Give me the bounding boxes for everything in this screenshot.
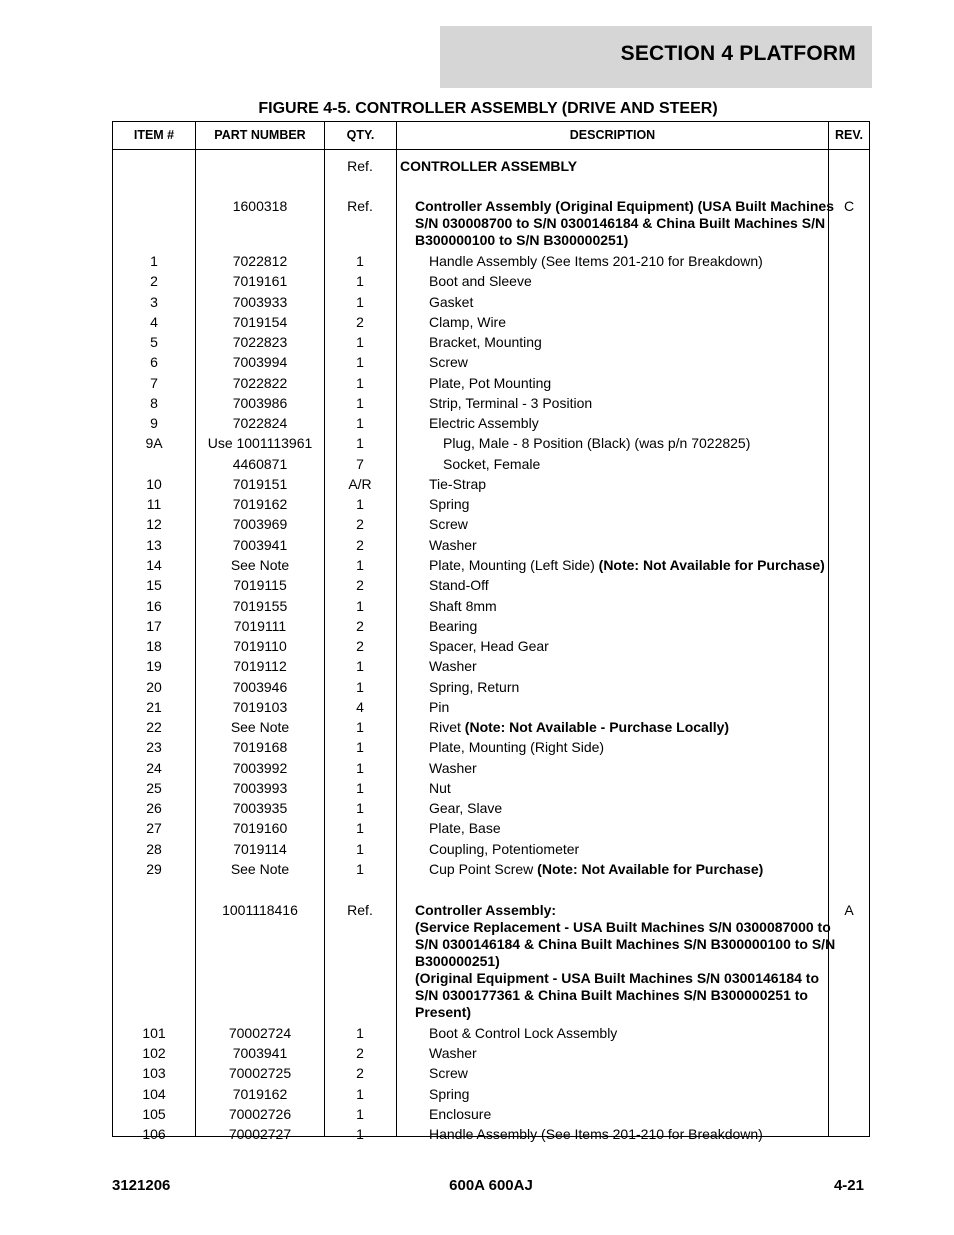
item-number: 105 xyxy=(142,1106,166,1122)
description-text: Rivet xyxy=(429,719,465,735)
footer-model: 600A 600AJ xyxy=(449,1177,533,1194)
item-number: 7 xyxy=(150,375,158,391)
description xyxy=(397,496,857,513)
header-divider xyxy=(113,149,869,150)
description xyxy=(397,699,857,716)
description-text: (Original Equipment - USA Built Machines S/N 0300146184 to S/N 0300177361 & China Built Machines S/N B300000251 to Present) xyxy=(415,970,820,1020)
section-title: SECTION 4 PLATFORM xyxy=(620,42,856,65)
part-number: 7019151 xyxy=(232,476,288,492)
part-number: 7019111 xyxy=(233,618,287,634)
part-number: 70002726 xyxy=(228,1106,292,1122)
description-text: Spring, Return xyxy=(429,679,520,695)
description-text: Boot and Sleeve xyxy=(429,273,532,289)
item-number: 101 xyxy=(142,1025,166,1041)
description xyxy=(397,1086,857,1103)
item-number: 13 xyxy=(146,537,162,553)
quantity: 1 xyxy=(356,679,364,695)
description-text: Handle Assembly (See Items 201-210 for Breakdown) xyxy=(429,253,763,269)
quantity: 2 xyxy=(356,314,364,330)
page-footer xyxy=(112,1177,870,1197)
part-number: 7003935 xyxy=(232,800,288,816)
revision: A xyxy=(844,902,854,918)
part-number: 7019162 xyxy=(232,496,288,512)
item-number: 19 xyxy=(146,658,162,674)
description xyxy=(397,273,857,290)
item-number: 106 xyxy=(142,1126,166,1142)
item-number: 9 xyxy=(150,415,158,431)
quantity: 2 xyxy=(356,1065,364,1081)
description-text: (Note: Not Available for Purchase) xyxy=(598,557,825,573)
description-text: Washer xyxy=(429,760,477,776)
description xyxy=(397,537,857,554)
description-text: Spring xyxy=(429,1086,470,1102)
item-number: 103 xyxy=(142,1065,166,1081)
description xyxy=(397,760,857,777)
description-text: Handle Assembly (See Items 201-210 for Breakdown) xyxy=(429,1126,763,1142)
item-number: 14 xyxy=(146,557,162,573)
quantity: 1 xyxy=(356,780,364,796)
part-number: 7003986 xyxy=(232,395,288,411)
item-number: 104 xyxy=(142,1086,166,1102)
part-number: See Note xyxy=(230,557,290,573)
part-number: 7022812 xyxy=(232,253,288,269)
description-text: Spacer, Head Gear xyxy=(429,638,549,654)
part-number: 7022822 xyxy=(232,375,288,391)
description-text: Washer xyxy=(429,537,477,553)
quantity: 1 xyxy=(356,1106,364,1122)
footer-doc-number: 3121206 xyxy=(112,1177,171,1194)
description xyxy=(397,1065,857,1082)
quantity: 2 xyxy=(356,577,364,593)
description xyxy=(397,1045,857,1062)
part-number: 70002727 xyxy=(228,1126,292,1142)
item-number: 22 xyxy=(146,719,162,735)
description-text: Washer xyxy=(429,658,477,674)
description xyxy=(397,1025,857,1042)
quantity: 1 xyxy=(356,800,364,816)
quantity: 1 xyxy=(356,557,364,573)
item-number: 23 xyxy=(146,739,162,755)
description-text: Electric Assembly xyxy=(429,415,539,431)
quantity: Ref. xyxy=(347,158,373,174)
description-text: (Service Replacement - USA Built Machines S/N 0300087000 to S/N 0300146184 & China Built Machines S/N B300000100 to S/N B300000251) xyxy=(415,919,836,969)
description-text: Controller Assembly (Original Equipment) (USA Built Machines S/N 030008700 to S/N 0300146184 & China Built Machines S/N B300000100 to S/N B300000251) xyxy=(415,198,835,248)
description-text: Coupling, Potentiometer xyxy=(429,841,580,857)
description xyxy=(397,198,843,249)
description xyxy=(397,158,828,175)
description-text: Bracket, Mounting xyxy=(429,334,542,350)
description xyxy=(397,557,857,574)
part-number: 7003933 xyxy=(232,294,288,310)
item-number: 16 xyxy=(146,598,162,614)
parts-table xyxy=(112,121,870,1142)
description xyxy=(397,658,857,675)
quantity: 1 xyxy=(356,354,364,370)
part-number: 1001118416 xyxy=(222,902,298,918)
description-text: Spring xyxy=(429,496,470,512)
item-number: 27 xyxy=(146,820,162,836)
description-text: Plate, Pot Mounting xyxy=(429,375,552,391)
quantity: 1 xyxy=(356,294,364,310)
part-number: 7019110 xyxy=(233,638,287,654)
description-text: Strip, Terminal - 3 Position xyxy=(429,395,593,411)
item-number: 15 xyxy=(146,577,162,593)
part-number: 7003946 xyxy=(232,679,288,695)
quantity: 1 xyxy=(356,841,364,857)
description xyxy=(397,375,857,392)
quantity: 2 xyxy=(356,1045,364,1061)
column-header-part-number: PART NUMBER xyxy=(214,128,306,142)
item-number: 9A xyxy=(145,435,163,451)
quantity: 1 xyxy=(356,1025,364,1041)
quantity: 1 xyxy=(356,861,364,877)
description xyxy=(397,1126,857,1143)
description-text: Enclosure xyxy=(429,1106,492,1122)
description xyxy=(397,679,857,696)
item-number: 25 xyxy=(146,780,162,796)
part-number: 7019155 xyxy=(232,598,288,614)
figure-title: FIGURE 4-5. CONTROLLER ASSEMBLY (DRIVE AND STEER) xyxy=(258,100,718,117)
part-number: 7019114 xyxy=(233,841,287,857)
quantity: Ref. xyxy=(347,198,373,214)
description xyxy=(397,354,857,371)
item-number: 20 xyxy=(146,679,162,695)
item-number: 18 xyxy=(146,638,162,654)
description-text: Nut xyxy=(429,780,451,796)
item-number: 17 xyxy=(146,618,162,634)
item-number: 10 xyxy=(146,476,162,492)
description xyxy=(397,334,857,351)
quantity: 1 xyxy=(356,435,364,451)
description xyxy=(397,253,857,270)
column-header-rev: REV. xyxy=(834,128,864,142)
quantity: 1 xyxy=(356,820,364,836)
description-text: CONTROLLER ASSEMBLY xyxy=(400,158,578,174)
item-number: 12 xyxy=(146,516,162,532)
description xyxy=(397,314,857,331)
description xyxy=(397,395,857,412)
quantity: 1 xyxy=(356,273,364,289)
description xyxy=(397,456,871,473)
description-text: Gear, Slave xyxy=(429,800,503,816)
section-header xyxy=(440,26,872,88)
description-text: (Note: Not Available - Purchase Locally) xyxy=(464,719,730,735)
quantity: 1 xyxy=(356,253,364,269)
footer-page-number: 4-21 xyxy=(833,1177,864,1194)
part-number: Use 1001113961 xyxy=(207,435,313,451)
part-number: 7019160 xyxy=(232,820,288,836)
description-text: Plug, Male - 8 Position (Black) (was p/n 7022825) xyxy=(443,435,751,451)
item-number: 21 xyxy=(146,699,162,715)
part-number: 7003941 xyxy=(232,1045,288,1061)
description-text: Clamp, Wire xyxy=(429,314,507,330)
description xyxy=(397,719,857,736)
item-number: 8 xyxy=(150,395,158,411)
quantity: 1 xyxy=(356,719,364,735)
description-text: Plate, Base xyxy=(429,820,501,836)
description-text: Gasket xyxy=(429,294,474,310)
part-number: 7019154 xyxy=(232,314,288,330)
part-number: 4460871 xyxy=(232,456,288,472)
description-text: Bearing xyxy=(429,618,478,634)
part-number: See Note xyxy=(230,719,290,735)
item-number: 29 xyxy=(146,861,162,877)
description xyxy=(397,638,857,655)
quantity: 1 xyxy=(356,395,364,411)
description-text: Screw xyxy=(429,354,468,370)
quantity: 2 xyxy=(356,516,364,532)
description xyxy=(397,415,857,432)
description xyxy=(397,435,871,452)
quantity: 1 xyxy=(356,496,364,512)
description xyxy=(397,820,857,837)
column-header-item: ITEM # xyxy=(133,128,175,142)
part-number: 7022823 xyxy=(232,334,288,350)
description xyxy=(397,902,843,1021)
part-number: 7019103 xyxy=(232,699,288,715)
part-number: 7003969 xyxy=(232,516,288,532)
column-header-description: DESCRIPTION xyxy=(569,128,656,142)
part-number: 7019168 xyxy=(232,739,288,755)
description xyxy=(397,780,857,797)
quantity: 1 xyxy=(356,739,364,755)
description xyxy=(397,476,857,493)
item-number: 102 xyxy=(142,1045,166,1061)
description xyxy=(397,294,857,311)
part-number: 7003941 xyxy=(232,537,288,553)
description-text: Pin xyxy=(429,699,450,715)
item-number: 24 xyxy=(146,760,162,776)
description-text: Washer xyxy=(429,1045,477,1061)
item-number: 1 xyxy=(150,253,158,269)
description-text: (Note: Not Available for Purchase) xyxy=(537,861,764,877)
part-number: 7019115 xyxy=(233,577,287,593)
quantity: 7 xyxy=(356,456,364,472)
description-text: Socket, Female xyxy=(443,456,541,472)
description xyxy=(397,1106,857,1123)
part-number: 7003992 xyxy=(232,760,288,776)
quantity: 1 xyxy=(356,1126,364,1142)
description-text: Plate, Mounting (Right Side) xyxy=(429,739,605,755)
quantity: Ref. xyxy=(347,902,373,918)
description-text: Screw xyxy=(429,1065,468,1081)
description-text: Cup Point Screw xyxy=(429,861,538,877)
description-text: Screw xyxy=(429,516,468,532)
part-number: 1600318 xyxy=(232,198,288,214)
quantity: 2 xyxy=(356,537,364,553)
description xyxy=(397,516,857,533)
description-text: Plate, Mounting (Left Side) xyxy=(429,557,599,573)
description-text: Stand-Off xyxy=(429,577,489,593)
part-number: 7022824 xyxy=(232,415,288,431)
item-number: 2 xyxy=(150,273,158,289)
item-number: 11 xyxy=(146,496,162,512)
description xyxy=(397,598,857,615)
part-number: 70002724 xyxy=(228,1025,292,1041)
quantity: 1 xyxy=(356,760,364,776)
part-number: 7003993 xyxy=(232,780,288,796)
item-number: 3 xyxy=(150,294,158,310)
item-number: 28 xyxy=(146,841,162,857)
quantity: 1 xyxy=(356,598,364,614)
part-number: 70002725 xyxy=(228,1065,292,1081)
quantity: 1 xyxy=(356,658,364,674)
part-number: 7019112 xyxy=(233,658,287,674)
description-text: Boot & Control Lock Assembly xyxy=(429,1025,618,1041)
quantity: 2 xyxy=(356,618,364,634)
description xyxy=(397,739,857,756)
part-number: 7019161 xyxy=(232,273,288,289)
quantity: 1 xyxy=(356,334,364,350)
revision: C xyxy=(843,198,855,214)
description xyxy=(397,841,857,858)
item-number: 26 xyxy=(146,800,162,816)
quantity: 4 xyxy=(356,699,364,715)
description xyxy=(397,577,857,594)
description xyxy=(397,861,857,878)
item-number: 6 xyxy=(150,354,158,370)
item-number: 4 xyxy=(150,314,158,330)
description-text: Controller Assembly: xyxy=(415,902,557,918)
part-number: 7003994 xyxy=(232,354,288,370)
description-text: Shaft 8mm xyxy=(429,598,497,614)
description-text: Tie-Strap xyxy=(429,476,487,492)
item-number: 5 xyxy=(150,334,158,350)
quantity: 1 xyxy=(356,1086,364,1102)
part-number: See Note xyxy=(230,861,290,877)
quantity: 2 xyxy=(356,638,364,654)
part-number: 7019162 xyxy=(232,1086,288,1102)
quantity: 1 xyxy=(356,375,364,391)
column-header-qty: QTY. xyxy=(346,128,375,142)
quantity: A/R xyxy=(348,476,372,492)
description xyxy=(397,800,857,817)
description xyxy=(397,618,857,635)
quantity: 1 xyxy=(356,415,364,431)
